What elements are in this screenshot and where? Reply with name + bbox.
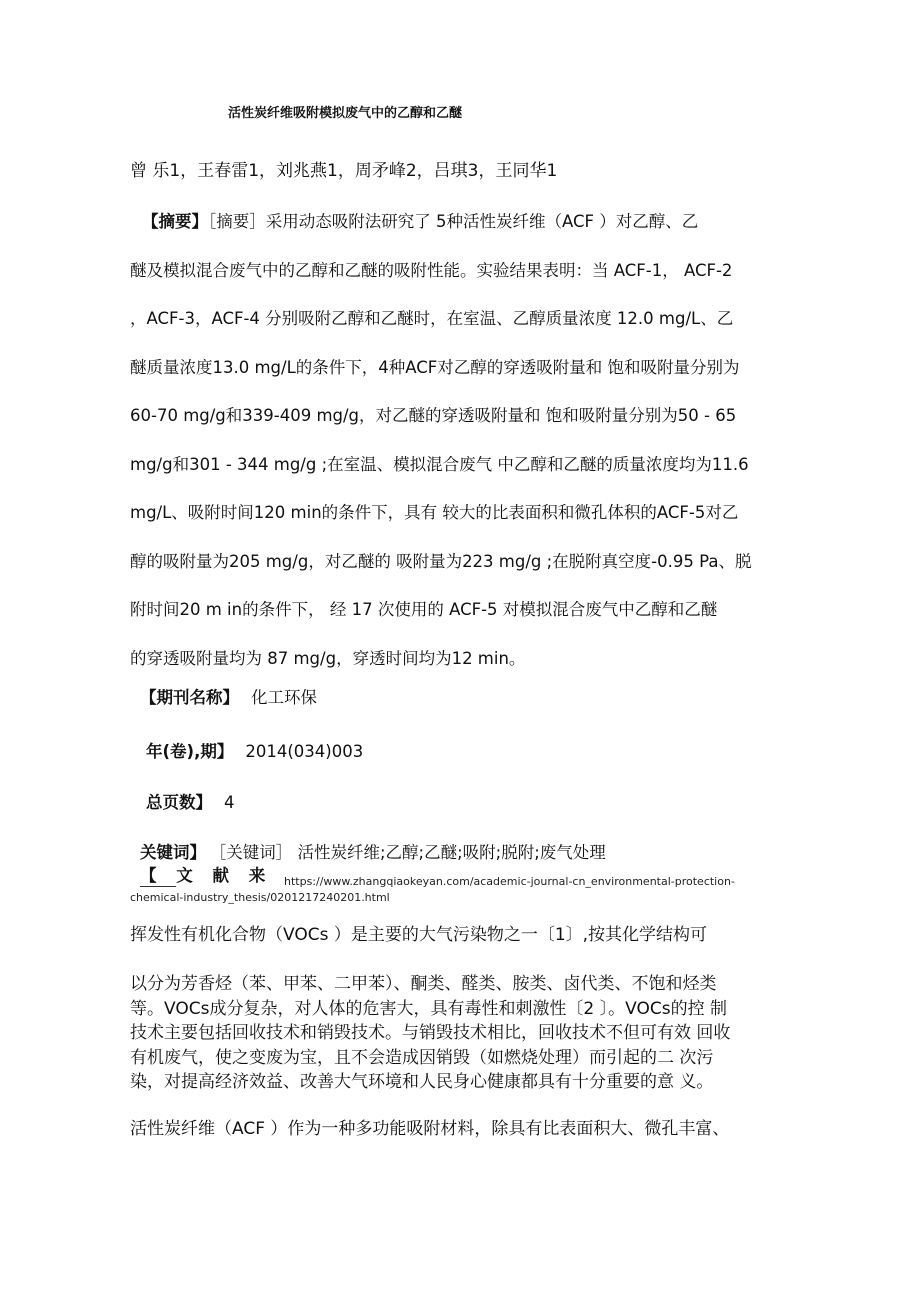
body-paragraph-1 (130, 972, 730, 1095)
year-issue-row (146, 738, 363, 762)
body-line: 有机废气，使之变废为宝，且不会造成因销毁（如燃烧处理）而引起的二 次污 (130, 1047, 714, 1068)
keywords-value: ［关键词］ 活性炭纤维;乙醇;乙醚;吸附;脱附;废气处理 (218, 843, 606, 862)
page-count-value: 4 (224, 793, 235, 812)
journal-name-label: 【期刊名称】 (140, 688, 239, 707)
source-url-line[interactable]: chemical-industry_thesis/0201217240201.html (130, 891, 390, 904)
year-issue-value: 2014(034)003 (245, 742, 364, 761)
abstract-line: mg/L、吸附时间120 min的条件下，具有 较大的比表面积和微孔体积的ACF-5对乙 (130, 503, 739, 522)
abstract-line: 醚质量浓度13.0 mg/L的条件下，4种ACF对乙醇的穿透吸附量和 饱和吸附量分别为 (130, 357, 740, 377)
journal-name-row (140, 684, 317, 708)
abstract-line (130, 198, 798, 247)
body-line: 技术主要包括回收技术和销毁技术。与销毁技术相比，回收技术不但可有效 回收 (130, 1023, 731, 1043)
author-list: 曾 乐1，王春雷1，刘兆燕1，周矛峰2，吕琪3，王同华1 (130, 161, 558, 181)
abstract-line: 60-70 mg/g和339-409 mg/g，对乙醚的穿透吸附量和 饱和吸附量分别为50 - 65 (130, 406, 737, 425)
body-line: 染，对提高经济效益、改善大气环境和人民身心健康都具有十分重要的意 义。 (130, 1072, 714, 1092)
body-paragraph-1-first-line: 挥发性有机化合物（VOCs ）是主要的大气污染物之一〔1〕,按其化学结构可 (130, 925, 708, 945)
article-title: 活性炭纤维吸附模拟废气中的乙醇和乙醚 (228, 106, 463, 121)
source-url-line[interactable]: https://www.zhangqiaokeyan.com/academic-journal-cn_environmental-protection- (284, 875, 735, 888)
source-url[interactable] (130, 874, 770, 906)
body-paragraph-2-first-line: 活性炭纤维（ACF ）作为一种多功能吸附材料，除具有比表面积大、微孔丰富、 (130, 1119, 730, 1139)
abstract-label: 【摘要】 (142, 212, 208, 231)
body-line: 以分为芳香烃（苯、甲苯、二甲苯）、酮类、醛类、胺类、卤代类、不饱和烃类 (130, 974, 717, 994)
abstract-line: 的穿透吸附量均为 87 mg/g，穿透时间均为12 min。 (130, 648, 526, 668)
abstract-line: ，ACF-3，ACF-4 分别吸附乙醇和乙醚时，在室温、乙醇质量浓度 12.0 mg/L、乙 (130, 309, 734, 328)
year-issue-label: 年(卷),期】 (146, 742, 234, 761)
page-count-row (146, 789, 235, 813)
abstract-line: 醇的吸附量为205 mg/g，对乙醚的 吸附量为223 mg/g ;在脱附真空度-0.95 Pa、脱 (130, 551, 752, 571)
abstract-line: mg/g和301 - 344 mg/g ;在室温、模拟混合废气 中乙醇和乙醚的质量浓度均为11.6 (130, 454, 749, 474)
keywords-label: 关键词】 (140, 843, 206, 862)
abstract-section (130, 198, 798, 683)
abstract-line: 附时间20 m in的条件下， 经 17 次使用的 ACF-5 对模拟混合废气中乙醇和乙醚 (130, 600, 718, 619)
body-line: 等。VOCs成分复杂，对人体的危害大，具有毒性和刺激性〔2 〕。VOCs的控 制 (130, 998, 727, 1019)
source-label: 【 文 献 来 (140, 866, 273, 885)
journal-name-value: 化工环保 (251, 688, 317, 707)
abstract-line-text: ［摘要］采用动态吸附法研究了 5种活性炭纤维（ACF ）对乙醇、乙 (208, 212, 699, 231)
keywords-row (140, 839, 606, 863)
page-count-label: 总页数】 (146, 793, 212, 812)
abstract-line: 醚及模拟混合废气中的乙醇和乙醚的吸附性能。实验结果表明：当 ACF-1， ACF-2 (130, 260, 733, 280)
